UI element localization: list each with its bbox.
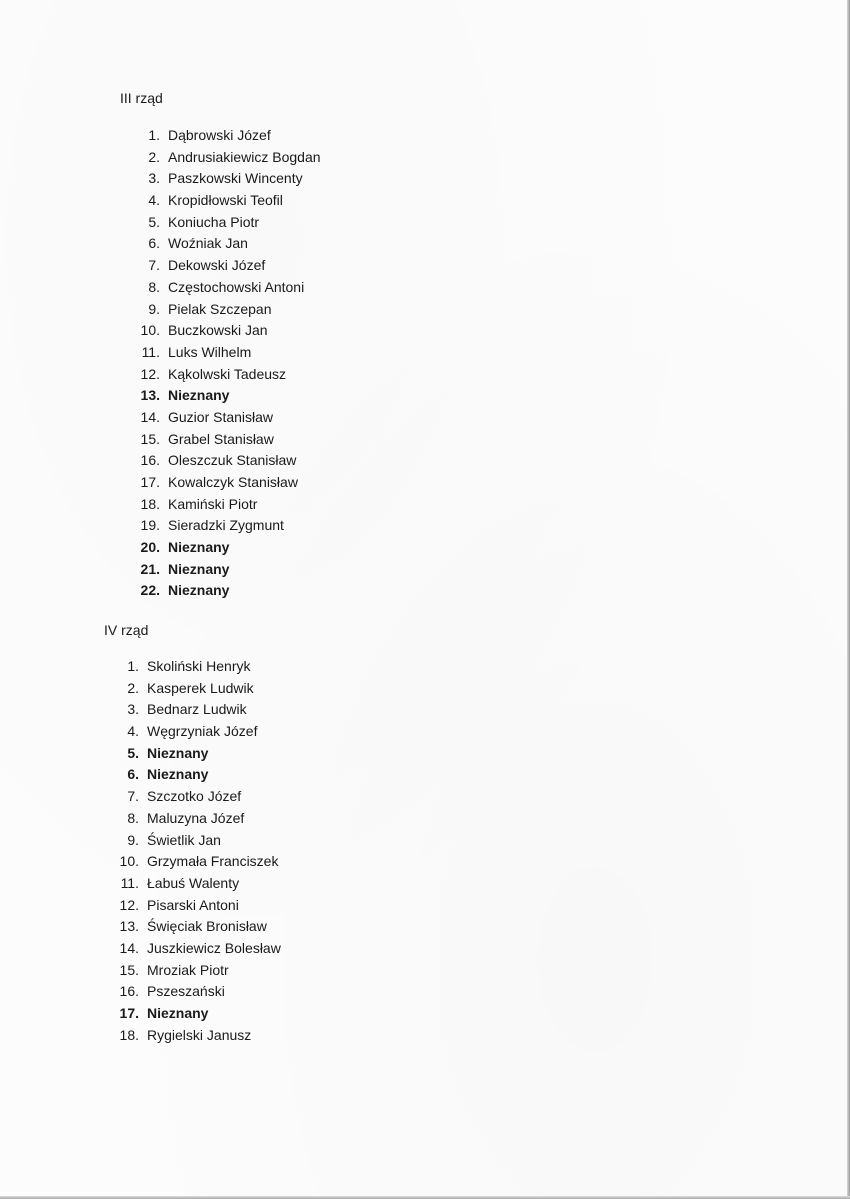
list-item-number: 5. — [127, 744, 139, 761]
list-item — [138, 364, 321, 386]
section-heading-iii-rzad: III rząd — [120, 90, 163, 106]
list-item-number: 19. — [140, 517, 160, 534]
list-item-name: Nieznany — [168, 560, 230, 577]
list-item — [138, 147, 321, 169]
list-item-name: Guzior Stanisław — [168, 408, 274, 425]
list-item — [117, 743, 281, 765]
list-item — [138, 450, 321, 472]
list-item-name: Dąbrowski Józef — [168, 127, 271, 143]
list-item-number: 6. — [148, 235, 160, 252]
list-item-number: 21. — [140, 560, 160, 577]
list-item-number: 10. — [140, 322, 160, 339]
list-item-number: 13. — [140, 387, 160, 404]
list-item — [138, 537, 321, 559]
list-item-number: 13. — [119, 918, 139, 935]
list-item-number: 8. — [127, 809, 139, 826]
list-item-name: Andrusiakiewicz Bogdan — [168, 148, 321, 165]
list-item-number: 18. — [119, 1026, 139, 1043]
list-item — [138, 559, 321, 581]
list-item — [117, 808, 281, 830]
list-item-number: 11. — [120, 874, 139, 891]
list-item — [117, 678, 281, 700]
list-item-name: Mroziak Piotr — [147, 961, 229, 978]
list-item — [117, 981, 281, 1003]
list-item — [117, 895, 281, 917]
list-item-name: Pisarski Antoni — [147, 896, 239, 913]
list-item-name: Woźniak Jan — [168, 235, 248, 252]
section-list-iv-rzad — [117, 656, 281, 1046]
list-item — [138, 580, 321, 602]
list-item — [138, 342, 321, 364]
list-item-name: Nieznany — [147, 1005, 209, 1021]
list-item-number: 11. — [141, 343, 160, 360]
list-item-number: 7. — [148, 257, 160, 274]
list-item — [138, 190, 321, 212]
list-item — [117, 1003, 281, 1025]
list-item-name: Dekowski Józef — [168, 257, 266, 274]
list-item-number: 15. — [119, 961, 139, 978]
list-item-name: Kasperek Ludwik — [147, 679, 254, 696]
list-item — [138, 212, 321, 234]
list-item-name: Świetlik Jan — [147, 831, 221, 848]
list-item-number: 18. — [140, 495, 160, 512]
list-item-number: 4. — [148, 192, 160, 209]
list-item-number: 15. — [140, 430, 160, 447]
list-item — [138, 299, 321, 321]
list-item-name: Koniucha Piotr — [168, 213, 260, 230]
list-item-number: 1. — [148, 127, 160, 143]
list-item — [138, 320, 321, 342]
list-item — [117, 830, 281, 852]
list-item-number: 17. — [119, 1005, 139, 1021]
list-item-name: Kropidłowski Teofil — [168, 192, 283, 209]
list-item-number: 16. — [119, 983, 139, 1000]
list-item — [117, 851, 281, 873]
list-item — [138, 407, 321, 429]
list-item-name: Łabuś Walenty — [147, 874, 240, 891]
list-item-name: Kąkolwski Tadeusz — [168, 365, 287, 382]
list-item-name: Luks Wilhelm — [168, 343, 252, 360]
list-item-number: 20. — [140, 539, 160, 556]
list-item — [138, 385, 321, 407]
list-item-name: Rygielski Janusz — [147, 1026, 252, 1043]
list-item-number: 6. — [127, 766, 139, 783]
list-item-number: 9. — [148, 300, 160, 317]
list-item-number: 1. — [127, 658, 139, 674]
list-item — [138, 515, 321, 537]
list-item — [138, 429, 321, 451]
list-item-number: 2. — [127, 679, 139, 696]
section-heading-iv-rzad: IV rząd — [104, 622, 149, 638]
list-item-name: Pszeszański — [147, 983, 225, 1000]
list-item-number: 16. — [140, 452, 160, 469]
list-item — [138, 168, 321, 190]
list-item — [117, 916, 281, 938]
list-item-name: Nieznany — [147, 766, 209, 783]
list-item-name: Grzymała Franciszek — [147, 853, 279, 870]
list-item-name: Święciak Bronisław — [147, 918, 267, 935]
list-item-name: Częstochowski Antoni — [168, 278, 305, 295]
list-item-number: 7. — [127, 788, 139, 805]
list-item-number: 14. — [119, 939, 139, 956]
list-item — [138, 277, 321, 299]
list-item-name: Kowalczyk Stanisław — [168, 474, 298, 490]
list-item-name: Sieradzki Zygmunt — [168, 517, 284, 534]
list-item — [138, 255, 321, 277]
list-item-number: 5. — [148, 213, 160, 230]
list-item-number: 2. — [148, 148, 160, 165]
list-item-name: Maluzyna Józef — [147, 809, 245, 826]
list-item-number: 22. — [140, 582, 160, 599]
list-item — [117, 786, 281, 808]
list-item-name: Kamiński Piotr — [168, 495, 258, 512]
list-item-name: Pielak Szczepan — [168, 300, 272, 317]
list-item-number: 12. — [119, 896, 139, 913]
list-item — [117, 699, 281, 721]
list-item — [138, 472, 321, 494]
list-item-name: Węgrzyniak Józef — [147, 723, 258, 740]
list-item — [117, 656, 281, 678]
list-item — [117, 764, 281, 786]
list-item-name: Juszkiewicz Bolesław — [147, 939, 281, 956]
list-item-number: 4. — [127, 723, 139, 740]
list-item-name: Nieznany — [168, 387, 230, 404]
list-item-number: 10. — [119, 853, 139, 870]
list-item-number: 12. — [140, 365, 160, 382]
list-item-name: Paszkowski Wincenty — [168, 170, 303, 187]
list-item — [138, 125, 321, 147]
list-item-name: Nieznany — [168, 539, 230, 556]
list-item-name: Bednarz Ludwik — [147, 701, 247, 718]
list-item-number: 3. — [148, 170, 160, 187]
list-item-number: 17. — [140, 474, 160, 490]
list-item-number: 14. — [140, 408, 160, 425]
list-item — [138, 494, 321, 516]
list-item-number: 8. — [148, 278, 160, 295]
list-item-name: Szczotko Józef — [147, 788, 242, 805]
list-item — [117, 938, 281, 960]
list-item-name: Skoliński Henryk — [147, 658, 251, 674]
list-item — [117, 873, 281, 895]
list-item-name: Buczkowski Jan — [168, 322, 268, 339]
list-item — [117, 960, 281, 982]
list-item — [117, 721, 281, 743]
list-item-name: Nieznany — [147, 744, 209, 761]
list-item — [138, 233, 321, 255]
list-item-number: 9. — [127, 831, 139, 848]
list-item-number: 3. — [127, 701, 139, 718]
list-item — [117, 1025, 281, 1047]
list-item-name: Oleszczuk Stanisław — [168, 452, 297, 469]
list-item-name: Grabel Stanisław — [168, 430, 274, 447]
section-list-iii-rzad — [138, 125, 321, 602]
list-item-name: Nieznany — [168, 582, 230, 599]
